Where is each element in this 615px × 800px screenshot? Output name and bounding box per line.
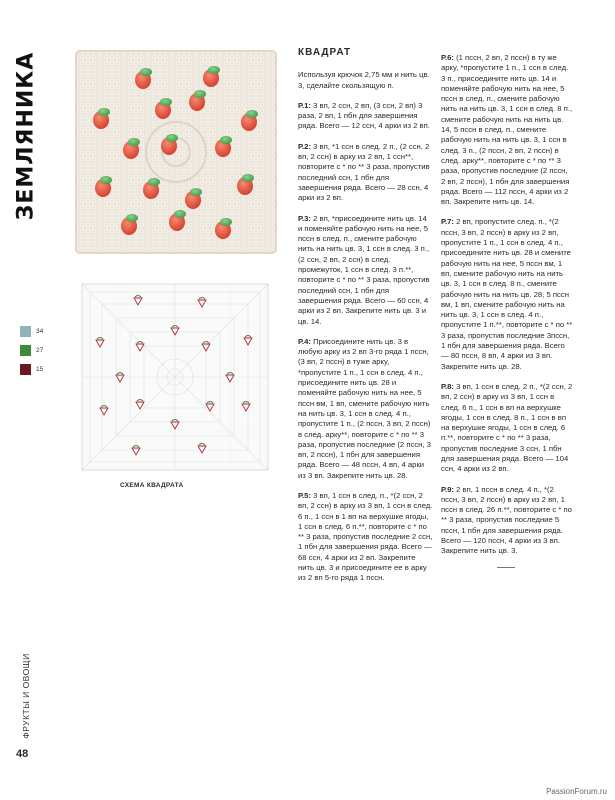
color-swatch [20,326,31,337]
row-text: 3 вп, 1 ссн в след. п., *(2 ссн, 2 вп, 2 ссн) в арку из 3 вп, 1 ссн в след. 6 п., 1 ссн в 1 вп на верхушке ягоды, 1 ссн в след. 6 п.**, повторите с * по ** 3 раза, пропустив последние 2 ссн, 1 пбн для завершения ряда. Всего — 68 ссн, 4 арки из 2 вп. Закрепите нить цв. 3 и присоедините ее в арку из 2 вп 5-го ряда 1 пссн. [298,490,433,583]
page-number: 48 [16,748,29,760]
row-text: 3 вп, *1 ссн в след. 2 п., (2 ссн, 2 вп, 2 ссн) в арку из 2 вп, 1 сcн**, повторите с * по ** 3 раза, пропустив последний ссн, 1 пбн для завершения ряда. Всего — 28 ссн, 4 арки из 2 вп. [298,141,430,203]
pattern-row [298,337,433,481]
pattern-row [441,382,573,475]
row-text: 3 вп, 1 ссн в след. 2 п., *(2 ссн, 2 вп, 2 ссн) в арку из 3 вп, 1 ссн в след. 6 п., 1 ссн в вп на верхушке ягоды, 1 ссн в след. 8 п., 1 ссн в вп на верхушке ягоды, 1 ссн в след. 6 п.**, повторите с * по ** 3 раза, пропустив последние 3 ссн, 1 пбн для завершения ряда. Всего — 104 ссн, 4 арки из 2 вп. [441,381,573,474]
crochet-square-photo [73,48,279,256]
row-text: (1 пссн, 2 вп, 2 пссн) в ту же арку, *пропустите 1 п., 1 ссн в след. 3 п., присоедините нить цв. 14 и поменяйте рабочую нить на нее, 5 пссн в след. п., смените рабочую нить на нить цв. 3, 1 ссн в след. 8 п., смените рабочую нить на нить цв. 14, 5 пссн в след. п., смените рабочую нить на нить цв. 3, 1 ссн в след. 3 п., (2 пссн, 2 вп, 2 пссн) в след. арку**, повторите с * по ** 3 раза, пропустив последние (2 пссн, 2 вп, 2 пссн), 1 пбн для завершения ряда. Всего — 112 пссн, 4 арки из 2 вп. Закрепите нить цв. 14. [441,53,573,207]
row-label: Р.8: [441,381,454,391]
row-text: Присоедините нить цв. 3 в любую арку из 2 вп 3-го ряда 1 пссн, (3 вп, 2 пссн) в туже арку, *пропустите 1 п., 1 ссн в след. 4 п., присоедините нить цв. 28 и поменяйте рабочую нить на нее, 5 пссн вм, 1 вп, смените рабочую нить на нить цв. 3, 1 ссн в след. 4 п., пропустите 1 п., (2 пссн, 3 вп, 2 пссн) в след. арку**, повторите с * по ** 3 раза, пропустив последние (2 пссн, 3 вп, 2 пссн), 1 пбн для завершения ряда. Всего — 48 пссн, 4 вп, 4 арки из 3 вп. Закрепите нить цв. 28. [298,336,431,480]
legend-item [20,322,43,341]
pattern-row [441,485,573,557]
row-label: Р.3: [298,213,311,223]
pattern-row [441,217,573,371]
row-label: Р.9: [441,484,454,494]
end-rule [497,567,515,568]
pattern-heading: КВАДРАТ [298,47,352,58]
row-label: Р.4: [298,336,311,346]
pattern-row [298,101,433,132]
row-text: 2 вп, *присоедините нить цв. 14 и поменяйте рабочую нить на нее, 5 пссн в след. п., смените рабочую нить на нить цв. 3, 1 ссн в след. 3 п., (2 ссн, 2 вп, 2 ссн) в след. промежуток, 1 ссн в след. 3 п.**, повторите с * по ** 3 раза, пропустив последний ссн, 1 пбн для завершения ряда. Всего — 60 ссн, 4 арки из 2 вп. Закрепите нить цв. 3 и цв. 14. [298,213,430,326]
row-text: 2 вп, 1 пссн в след. 4 п., *(2 пссн, 3 вп, 2 пссн) в арку из 2 вп, 1 пссн в след. 26 п.**, повторите с * по ** 3 раза, пропустив последние 5 пссн, 1 пбн для завершения ряда. Всего — 120 пссн, 4 арки из 3 вп. Закрепите нить цв. 3. [441,484,572,556]
instructions-column-1 [298,48,433,594]
instructions-column-2 [441,53,573,568]
side-title [4,48,48,223]
side-title-text: ЗЕМЛЯНИКА [13,51,39,221]
pattern-intro: Используя крючок 2,75 мм и нить цв. 3, сделайте скользящую п. [298,70,430,90]
row-label: Р.2: [298,141,311,151]
row-label: Р.6: [441,53,454,62]
pattern-row [441,53,573,207]
row-label: Р.7: [441,217,454,227]
row-label: Р.5: [298,490,311,500]
pattern-row [298,142,433,204]
section-label [18,646,34,746]
pattern-row [298,491,433,584]
chart-caption: СХЕМА КВАДРАТА [120,482,184,489]
color-legend [20,322,43,379]
legend-item [20,360,43,379]
color-number: 34 [36,328,44,335]
footer-url: PassionForum.ru [546,787,607,796]
row-text: 3 вп, 2 ссн, 2 вп, (3 ссн, 2 вп) 3 раза, 2 вп, 1 пбн для завершения ряда. Всего — 12 ссн, 4 арки из 2 вп. [298,100,430,131]
legend-item [20,341,43,360]
section-label-text: ФРУКТЫ И ОВОЩИ [21,653,31,739]
pattern-row [298,214,433,327]
color-number: 27 [36,347,44,354]
color-number: 15 [36,366,44,373]
row-label: Р.1: [298,100,311,110]
color-swatch [20,364,31,375]
color-swatch [20,345,31,356]
crochet-chart [80,282,270,472]
row-text: 2 вп, пропустите след. п., *(2 пссн, 3 вп, 2 пссн) в арку из 2 вп, пропустите 1 п., 1 ссн в след. 4 п., присоедините нить цв. 28 и смените рабочую нить на нее, 5 пссн вм, 1 вп, смените рабочую нить на нить цв. 3, 1 ссн в след. 8 п., смените рабочую нить на нить цв. 28, 5 пссн вм, 1 вп, смените рабочую нить на нить цв. 3, 1 ссн в след. 4 п., пропустите 1 п.**, повторите с * по ** 3 раза, пропустив последние 3пссн, 1 пбн для завершения ряда. Всего — 80 пссн, 8 вп, 4 арки из 3 вп. Закрепите нить цв. 28. [441,217,573,371]
